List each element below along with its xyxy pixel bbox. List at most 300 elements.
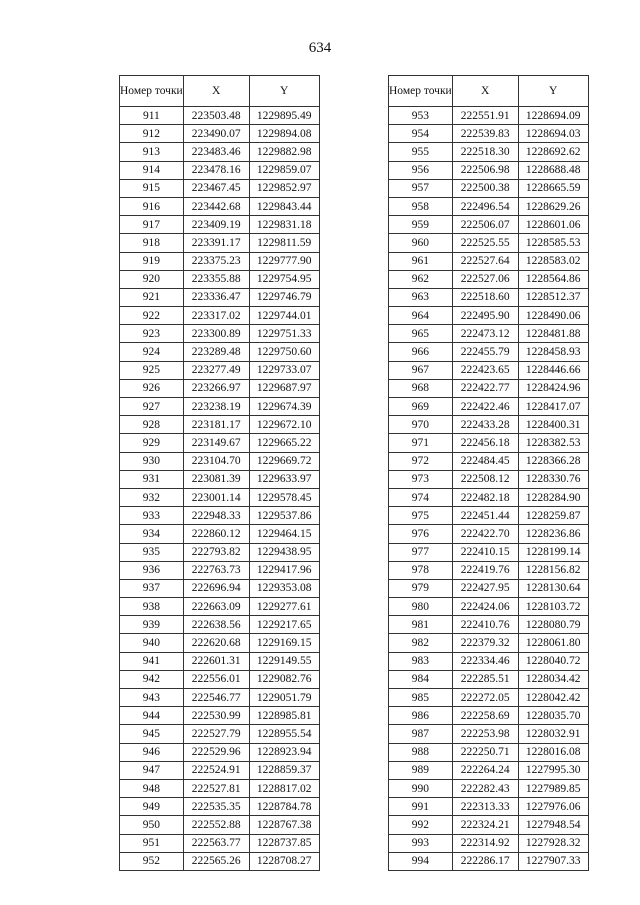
cell-y: 1229633.97 [249,470,319,488]
cell-y: 1229051.79 [249,689,319,707]
table-row [120,543,320,561]
cell-point-number: 985 [389,689,453,707]
cell-x: 222419.76 [452,561,518,579]
table-row [389,616,589,634]
table-row [120,343,320,361]
cell-x: 223478.16 [183,161,249,179]
cell-x: 222556.01 [183,670,249,688]
cell-point-number: 987 [389,725,453,743]
table-row [120,307,320,325]
table-row [389,361,589,379]
cell-x: 222601.31 [183,652,249,670]
table-row [389,434,589,452]
cell-x: 222663.09 [183,598,249,616]
cell-point-number: 994 [389,852,453,870]
table-row [120,361,320,379]
cell-x: 222282.43 [452,779,518,797]
table-row [389,379,589,397]
cell-x: 222506.07 [452,216,518,234]
cell-point-number: 934 [120,525,184,543]
cell-x: 222250.71 [452,743,518,761]
cell-point-number: 936 [120,561,184,579]
cell-point-number: 930 [120,452,184,470]
table-row [120,325,320,343]
cell-point-number: 961 [389,252,453,270]
cell-point-number: 929 [120,434,184,452]
cell-y: 1227948.54 [518,816,588,834]
cell-x: 222424.06 [452,598,518,616]
cell-x: 222484.45 [452,452,518,470]
table-row [389,798,589,816]
cell-point-number: 946 [120,743,184,761]
table-row [389,488,589,506]
cell-point-number: 951 [120,834,184,852]
cell-x: 223081.39 [183,470,249,488]
cell-point-number: 923 [120,325,184,343]
table-row [120,652,320,670]
cell-point-number: 922 [120,307,184,325]
table-row [389,179,589,197]
cell-y: 1228417.07 [518,398,588,416]
cell-y: 1229464.15 [249,525,319,543]
cell-point-number: 919 [120,252,184,270]
header-point-number: Номер точки [120,76,184,107]
cell-point-number: 918 [120,234,184,252]
cell-x: 222563.77 [183,834,249,852]
cell-x: 222506.98 [452,161,518,179]
cell-y: 1229746.79 [249,288,319,306]
cell-point-number: 991 [389,798,453,816]
table-row [120,670,320,688]
cell-y: 1227976.06 [518,798,588,816]
cell-x: 222314.92 [452,834,518,852]
cell-point-number: 982 [389,634,453,652]
cell-y: 1229777.90 [249,252,319,270]
table-row [120,507,320,525]
cell-y: 1228061.80 [518,634,588,652]
cell-point-number: 926 [120,379,184,397]
coordinates-table-right [388,75,589,871]
cell-x: 222948.33 [183,507,249,525]
header-y: Y [518,76,588,107]
cell-x: 222508.12 [452,470,518,488]
cell-y: 1228103.72 [518,598,588,616]
cell-point-number: 940 [120,634,184,652]
cell-y: 1228424.96 [518,379,588,397]
cell-point-number: 931 [120,470,184,488]
cell-y: 1228035.70 [518,707,588,725]
cell-x: 222264.24 [452,761,518,779]
cell-y: 1228629.26 [518,197,588,215]
table-row [389,197,589,215]
cell-point-number: 933 [120,507,184,525]
table-row [120,434,320,452]
table-row [389,816,589,834]
table-row [120,452,320,470]
cell-x: 222427.95 [452,579,518,597]
table-row [389,307,589,325]
cell-x: 222285.51 [452,670,518,688]
cell-point-number: 963 [389,288,453,306]
cell-point-number: 967 [389,361,453,379]
cell-y: 1228481.88 [518,325,588,343]
table-row [389,670,589,688]
table-row [389,252,589,270]
cell-point-number: 980 [389,598,453,616]
table-row [389,325,589,343]
cell-x: 222324.21 [452,816,518,834]
cell-x: 222496.54 [452,197,518,215]
cell-point-number: 952 [120,852,184,870]
cell-x: 222258.69 [452,707,518,725]
cell-x: 223375.23 [183,252,249,270]
header-x: X [452,76,518,107]
table-row [120,234,320,252]
table-row [389,125,589,143]
cell-x: 222530.99 [183,707,249,725]
table-row [120,216,320,234]
cell-y: 1229754.95 [249,270,319,288]
cell-x: 222495.90 [452,307,518,325]
cell-point-number: 912 [120,125,184,143]
cell-y: 1228955.54 [249,725,319,743]
table-row [389,743,589,761]
cell-point-number: 984 [389,670,453,688]
cell-x: 222423.65 [452,361,518,379]
cell-point-number: 917 [120,216,184,234]
cell-point-number: 988 [389,743,453,761]
cell-y: 1228564.86 [518,270,588,288]
cell-point-number: 925 [120,361,184,379]
table-row [389,470,589,488]
cell-point-number: 950 [120,816,184,834]
cell-y: 1227995.30 [518,761,588,779]
table-row [389,507,589,525]
cell-y: 1229277.61 [249,598,319,616]
table-row [389,161,589,179]
cell-x: 222527.81 [183,779,249,797]
cell-point-number: 949 [120,798,184,816]
table-row [120,616,320,634]
table-row [120,852,320,870]
cell-y: 1229417.96 [249,561,319,579]
cell-x: 223289.48 [183,343,249,361]
cell-x: 222696.94 [183,579,249,597]
cell-y: 1228236.86 [518,525,588,543]
table-row [389,343,589,361]
table-row [389,598,589,616]
cell-point-number: 914 [120,161,184,179]
cell-point-number: 976 [389,525,453,543]
cell-y: 1229669.72 [249,452,319,470]
table-row [389,143,589,161]
cell-y: 1228817.02 [249,779,319,797]
cell-point-number: 959 [389,216,453,234]
table-row [120,579,320,597]
cell-y: 1229831.18 [249,216,319,234]
cell-x: 222518.60 [452,288,518,306]
table-row [120,761,320,779]
cell-x: 222253.98 [452,725,518,743]
cell-point-number: 945 [120,725,184,743]
cell-y: 1228583.02 [518,252,588,270]
cell-y: 1228330.76 [518,470,588,488]
cell-y: 1228080.79 [518,616,588,634]
table-row [120,598,320,616]
table-body-right [389,107,589,871]
table-row [389,707,589,725]
cell-y: 1229665.22 [249,434,319,452]
table-row [120,270,320,288]
table-row [389,652,589,670]
cell-y: 1228923.94 [249,743,319,761]
cell-point-number: 978 [389,561,453,579]
cell-y: 1229353.08 [249,579,319,597]
cell-y: 1228458.93 [518,343,588,361]
header-point-number: Номер точки [389,76,453,107]
cell-point-number: 992 [389,816,453,834]
cell-point-number: 928 [120,416,184,434]
cell-x: 222527.79 [183,725,249,743]
cell-x: 223355.88 [183,270,249,288]
cell-x: 223266.97 [183,379,249,397]
cell-point-number: 975 [389,507,453,525]
cell-y: 1229578.45 [249,488,319,506]
cell-y: 1229687.97 [249,379,319,397]
table-row [389,234,589,252]
cell-x: 222422.77 [452,379,518,397]
page-number: 634 [308,40,332,56]
cell-y: 1229859.07 [249,161,319,179]
cell-x: 222565.26 [183,852,249,870]
table-row [389,725,589,743]
cell-x: 222500.38 [452,179,518,197]
cell-y: 1229149.55 [249,652,319,670]
cell-point-number: 911 [120,107,184,125]
cell-x: 222535.35 [183,798,249,816]
cell-y: 1229895.49 [249,107,319,125]
table-row [120,288,320,306]
cell-y: 1228034.42 [518,670,588,688]
cell-x: 223001.14 [183,488,249,506]
cell-y: 1228042.42 [518,689,588,707]
cell-point-number: 943 [120,689,184,707]
cell-point-number: 935 [120,543,184,561]
cell-point-number: 953 [389,107,453,125]
cell-x: 222334.46 [452,652,518,670]
cell-point-number: 964 [389,307,453,325]
table-row [389,561,589,579]
cell-x: 223277.49 [183,361,249,379]
cell-x: 223181.17 [183,416,249,434]
table-row [389,270,589,288]
table-row [120,125,320,143]
cell-x: 222455.79 [452,343,518,361]
table-row [389,288,589,306]
cell-y: 1227989.85 [518,779,588,797]
table-row [120,743,320,761]
table-row [120,488,320,506]
cell-x: 222763.73 [183,561,249,579]
table-row [389,525,589,543]
cell-y: 1228708.27 [249,852,319,870]
cell-y: 1229744.01 [249,307,319,325]
table-row [389,398,589,416]
table-row [389,834,589,852]
cell-x: 222638.56 [183,616,249,634]
cell-y: 1228694.09 [518,107,588,125]
cell-point-number: 942 [120,670,184,688]
cell-x: 222518.30 [452,143,518,161]
cell-x: 222527.06 [452,270,518,288]
cell-point-number: 948 [120,779,184,797]
cell-point-number: 954 [389,125,453,143]
cell-y: 1229811.59 [249,234,319,252]
table-row [120,707,320,725]
cell-x: 222410.15 [452,543,518,561]
cell-y: 1228665.59 [518,179,588,197]
cell-point-number: 960 [389,234,453,252]
cell-point-number: 969 [389,398,453,416]
cell-y: 1229843.44 [249,197,319,215]
cell-y: 1229733.07 [249,361,319,379]
cell-x: 223490.07 [183,125,249,143]
cell-point-number: 977 [389,543,453,561]
table-row [120,179,320,197]
cell-point-number: 968 [389,379,453,397]
cell-y: 1228585.53 [518,234,588,252]
cell-y: 1229169.15 [249,634,319,652]
cell-point-number: 955 [389,143,453,161]
cell-x: 222456.18 [452,434,518,452]
cell-x: 223317.02 [183,307,249,325]
cell-point-number: 941 [120,652,184,670]
table-row [120,725,320,743]
cell-x: 223409.19 [183,216,249,234]
cell-y: 1228156.82 [518,561,588,579]
cell-x: 222313.33 [452,798,518,816]
cell-y: 1228040.72 [518,652,588,670]
cell-y: 1228284.90 [518,488,588,506]
table-row [389,689,589,707]
cell-x: 222451.44 [452,507,518,525]
cell-point-number: 993 [389,834,453,852]
cell-point-number: 979 [389,579,453,597]
cell-x: 223391.17 [183,234,249,252]
cell-point-number: 938 [120,598,184,616]
cell-y: 1229672.10 [249,416,319,434]
cell-x: 222539.83 [452,125,518,143]
table-row [389,216,589,234]
cell-x: 222620.68 [183,634,249,652]
cell-point-number: 974 [389,488,453,506]
table-row [389,543,589,561]
coordinates-table-left [119,75,320,871]
cell-y: 1228259.87 [518,507,588,525]
cell-y: 1229438.95 [249,543,319,561]
table-row [120,816,320,834]
cell-point-number: 989 [389,761,453,779]
header-y: Y [249,76,319,107]
table-row [389,416,589,434]
cell-point-number: 962 [389,270,453,288]
cell-x: 223442.68 [183,197,249,215]
cell-y: 1228199.14 [518,543,588,561]
cell-x: 222546.77 [183,689,249,707]
cell-y: 1228512.37 [518,288,588,306]
cell-x: 222860.12 [183,525,249,543]
header-x: X [183,76,249,107]
table-row [120,834,320,852]
cell-point-number: 915 [120,179,184,197]
cell-x: 223238.19 [183,398,249,416]
cell-point-number: 932 [120,488,184,506]
cell-point-number: 920 [120,270,184,288]
table-row [120,416,320,434]
table-row [120,798,320,816]
cell-y: 1228130.64 [518,579,588,597]
cell-y: 1228737.85 [249,834,319,852]
cell-x: 222482.18 [452,488,518,506]
table-row [120,197,320,215]
cell-y: 1228767.38 [249,816,319,834]
cell-x: 222379.32 [452,634,518,652]
cell-point-number: 990 [389,779,453,797]
cell-y: 1229217.65 [249,616,319,634]
cell-point-number: 973 [389,470,453,488]
cell-y: 1228382.53 [518,434,588,452]
table-row [120,634,320,652]
cell-x: 222525.55 [452,234,518,252]
cell-x: 222422.46 [452,398,518,416]
cell-y: 1228490.06 [518,307,588,325]
cell-point-number: 939 [120,616,184,634]
cell-x: 223336.47 [183,288,249,306]
cell-point-number: 937 [120,579,184,597]
cell-y: 1229882.98 [249,143,319,161]
cell-x: 222272.05 [452,689,518,707]
cell-point-number: 956 [389,161,453,179]
cell-x: 223503.48 [183,107,249,125]
cell-y: 1229751.33 [249,325,319,343]
cell-point-number: 947 [120,761,184,779]
cell-x: 222793.82 [183,543,249,561]
table-row [120,161,320,179]
cell-x: 223483.46 [183,143,249,161]
cell-y: 1228859.37 [249,761,319,779]
cell-point-number: 944 [120,707,184,725]
cell-y: 1229852.97 [249,179,319,197]
table-row [120,779,320,797]
cell-point-number: 983 [389,652,453,670]
table-header-row [120,76,320,107]
cell-y: 1228688.48 [518,161,588,179]
cell-point-number: 927 [120,398,184,416]
table-row [120,379,320,397]
cell-y: 1228016.08 [518,743,588,761]
table-row [120,252,320,270]
cell-x: 222286.17 [452,852,518,870]
table-row [389,634,589,652]
cell-y: 1229537.86 [249,507,319,525]
table-row [389,107,589,125]
cell-y: 1228400.31 [518,416,588,434]
table-row [120,470,320,488]
table-row [389,779,589,797]
cell-y: 1229894.08 [249,125,319,143]
table-row [120,398,320,416]
cell-point-number: 972 [389,452,453,470]
